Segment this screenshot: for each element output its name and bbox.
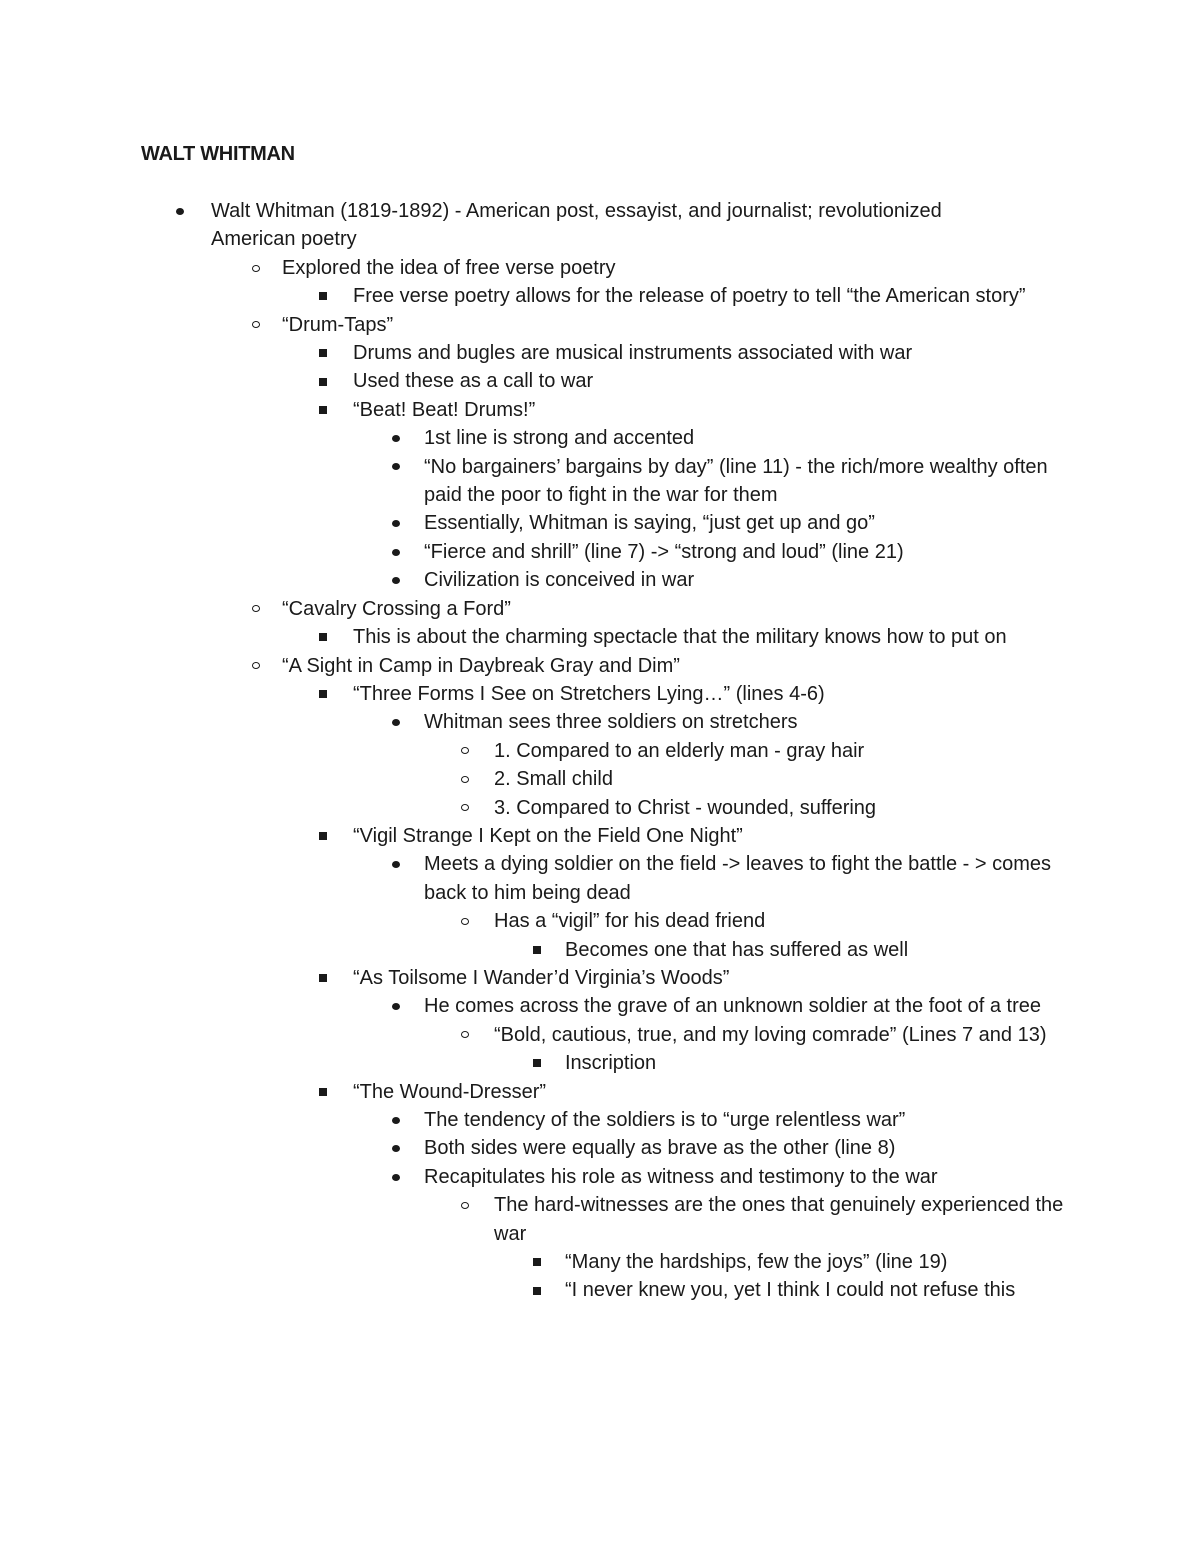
- bullet-marker: [316, 396, 330, 424]
- square-bullet-icon: [319, 406, 327, 414]
- square-bullet-icon: [319, 832, 327, 840]
- list-item: [0, 737, 1064, 765]
- bullet-marker: [530, 1276, 544, 1304]
- list-item-text: Essentially, Whitman is saying, “just get up and go”: [424, 512, 875, 535]
- list-item: [0, 424, 1064, 452]
- square-bullet-icon: [319, 974, 327, 982]
- list-item-text: Civilization is conceived in war: [424, 569, 695, 592]
- list-item-text: Has a “vigil” for his dead friend: [494, 910, 766, 933]
- square-bullet-icon: [319, 349, 327, 357]
- list-item: [0, 652, 1042, 680]
- list-item-text: Free verse poetry allows for the release of poetry to tell “the American story”: [353, 285, 1026, 308]
- bullet-marker: [316, 822, 330, 850]
- list-item: [0, 623, 1073, 651]
- list-item-text: 1. Compared to an elderly man - gray hair: [494, 739, 865, 762]
- bullet-marker: [530, 1248, 544, 1276]
- bullet-marker: [389, 566, 403, 594]
- list-item-text: Whitman sees three soldiers on stretchers: [424, 711, 798, 734]
- list-item: [0, 680, 1073, 708]
- list-item: [0, 1021, 1064, 1049]
- bullet-marker: [458, 1021, 472, 1049]
- circle-bullet-icon: [461, 1202, 469, 1209]
- disc-bullet-icon: [392, 1117, 400, 1124]
- list-item-text: “Many the hardships, few the joys” (line 19): [565, 1251, 948, 1274]
- bullet-marker: [249, 652, 263, 680]
- list-item: [0, 197, 1011, 254]
- bullet-marker: [316, 623, 330, 651]
- list-item: [0, 794, 1064, 822]
- list-item: [0, 1106, 1064, 1134]
- list-item: [0, 936, 1065, 964]
- circle-bullet-icon: [252, 605, 260, 612]
- list-item: [0, 822, 1073, 850]
- bullet-marker: [316, 282, 330, 310]
- list-item: [0, 907, 1064, 935]
- circle-bullet-icon: [252, 321, 260, 328]
- list-item-text: “Three Forms I See on Stretchers Lying…” (lines 4-6): [353, 682, 825, 705]
- list-item-text: This is about the charming spectacle that the military knows how to put on: [353, 626, 1007, 649]
- list-item-text: Both sides were equally as brave as the other (line 8): [424, 1137, 896, 1160]
- list-item-text: Recapitulates his role as witness and testimony to the war: [424, 1165, 938, 1188]
- circle-bullet-icon: [461, 776, 469, 783]
- square-bullet-icon: [319, 1088, 327, 1096]
- list-item-text: The tendency of the soldiers is to “urge relentless war”: [424, 1109, 906, 1131]
- list-item: [0, 566, 1064, 594]
- square-bullet-icon: [319, 378, 327, 386]
- list-item: [0, 850, 1064, 907]
- circle-bullet-icon: [461, 918, 469, 925]
- list-item-text: “The Wound-Dresser”: [353, 1080, 547, 1103]
- list-item: [0, 1276, 1065, 1304]
- bullet-marker: [316, 339, 330, 367]
- list-item-text: “Drum-Taps”: [282, 313, 394, 336]
- bullet-marker: [316, 964, 330, 992]
- list-item: [0, 1163, 1064, 1191]
- list-item: [0, 1078, 1073, 1106]
- bullet-marker: [458, 1191, 472, 1219]
- list-item-text: Used these as a call to war: [353, 370, 594, 393]
- list-item: [0, 1191, 1064, 1248]
- list-item-text: He comes across the grave of an unknown soldier at the foot of a tree: [424, 995, 1042, 1018]
- list-item-text: Explored the idea of free verse poetry: [282, 256, 616, 279]
- list-item: [0, 509, 1064, 537]
- square-bullet-icon: [319, 292, 327, 300]
- disc-bullet-icon: [392, 520, 400, 527]
- bullet-marker: [458, 737, 472, 765]
- bullet-marker: [316, 367, 330, 395]
- disc-bullet-icon: [392, 1003, 400, 1010]
- list-item: [0, 311, 1042, 339]
- bullet-marker: [389, 1134, 403, 1162]
- bullet-marker: [530, 936, 544, 964]
- list-item-text: 2. Small child: [494, 768, 613, 791]
- bulleted-outline: [0, 197, 1200, 1305]
- square-bullet-icon: [533, 946, 541, 954]
- list-item-text: “A Sight in Camp in Daybreak Gray and Dim”: [282, 654, 680, 677]
- bullet-marker: [389, 538, 403, 566]
- disc-bullet-icon: [392, 549, 400, 556]
- list-item: [0, 339, 1073, 367]
- circle-bullet-icon: [252, 265, 260, 272]
- square-bullet-icon: [533, 1287, 541, 1295]
- circle-bullet-icon: [461, 804, 469, 811]
- disc-bullet-icon: [392, 1174, 400, 1181]
- list-item: [0, 1134, 1064, 1162]
- bullet-marker: [458, 765, 472, 793]
- disc-bullet-icon: [392, 463, 400, 470]
- document-title: WALT WHITMAN: [141, 143, 295, 165]
- square-bullet-icon: [319, 633, 327, 641]
- bullet-marker: [389, 992, 403, 1020]
- list-item-text: “Fierce and shrill” (line 7) -> “strong and loud” (line 21): [424, 540, 904, 563]
- bullet-marker: [316, 680, 330, 708]
- disc-bullet-icon: [392, 719, 400, 726]
- bullet-marker: [249, 311, 263, 339]
- bullet-marker: [316, 1078, 330, 1106]
- list-item-text: “Beat! Beat! Drums!”: [353, 398, 536, 421]
- circle-bullet-icon: [461, 1031, 469, 1038]
- list-item-text: Drums and bugles are musical instruments associated with war: [353, 342, 913, 365]
- square-bullet-icon: [319, 690, 327, 698]
- list-item-text: “As Toilsome I Wander’d Virginia’s Woods”: [353, 966, 730, 989]
- bullet-marker: [389, 708, 403, 736]
- bullet-marker: [458, 907, 472, 935]
- bullet-marker: [389, 850, 403, 878]
- disc-bullet-icon: [392, 577, 400, 584]
- square-bullet-icon: [533, 1059, 541, 1067]
- bullet-marker: [249, 595, 263, 623]
- list-item: [0, 1248, 1065, 1276]
- bullet-marker: [389, 453, 403, 481]
- list-item-text: Inscription: [565, 1052, 657, 1075]
- list-item-text: “Cavalry Crossing a Ford”: [282, 597, 511, 620]
- list-item: [0, 964, 1073, 992]
- bullet-marker: [173, 197, 187, 225]
- bullet-marker: [389, 1163, 403, 1191]
- list-item: [0, 254, 1042, 282]
- list-item-text: 3. Compared to Christ - wounded, suffering: [494, 796, 877, 819]
- list-item: [0, 595, 1042, 623]
- list-item: [0, 282, 1073, 310]
- disc-bullet-icon: [392, 1145, 400, 1152]
- list-item-text: “No bargainers’ bargains by day” (line 11) - the rich/more wealthy often paid the poor to fight in the war for them: [424, 455, 1048, 507]
- bullet-marker: [249, 254, 263, 282]
- list-item-text: “Vigil Strange I Kept on the Field One Night”: [353, 824, 743, 847]
- list-item-text: Becomes one that has suffered as well: [565, 938, 909, 961]
- circle-bullet-icon: [461, 747, 469, 754]
- list-item-text: 1st line is strong and accented: [424, 427, 695, 450]
- list-item-text: “I never knew you, yet I think I could not refuse this: [565, 1279, 1016, 1302]
- list-item-text: Meets a dying soldier on the field -> leaves to fight the battle - > comes back to him being dead: [424, 853, 1052, 904]
- list-item: [0, 708, 1064, 736]
- bullet-marker: [389, 424, 403, 452]
- bullet-marker: [389, 509, 403, 537]
- list-item: [0, 765, 1064, 793]
- list-item-text: “Bold, cautious, true, and my loving comrade” (Lines 7 and 13): [494, 1023, 1047, 1046]
- list-item: [0, 538, 1064, 566]
- disc-bullet-icon: [392, 861, 400, 868]
- list-item: [0, 367, 1073, 395]
- disc-bullet-icon: [176, 208, 184, 215]
- bullet-marker: [458, 794, 472, 822]
- bullet-marker: [530, 1049, 544, 1077]
- list-item: [0, 1049, 1065, 1077]
- list-item: [0, 453, 1064, 510]
- circle-bullet-icon: [252, 662, 260, 669]
- list-item-text: Walt Whitman (1819-1892) - American post, essayist, and journalist; revolutionized American poetry: [211, 200, 942, 251]
- list-item-text: The hard-witnesses are the ones that genuinely experienced the war: [494, 1194, 1064, 1245]
- list-item: [0, 992, 1064, 1020]
- list-item: [0, 396, 1073, 424]
- disc-bullet-icon: [392, 435, 400, 442]
- square-bullet-icon: [533, 1258, 541, 1266]
- bullet-marker: [389, 1106, 403, 1134]
